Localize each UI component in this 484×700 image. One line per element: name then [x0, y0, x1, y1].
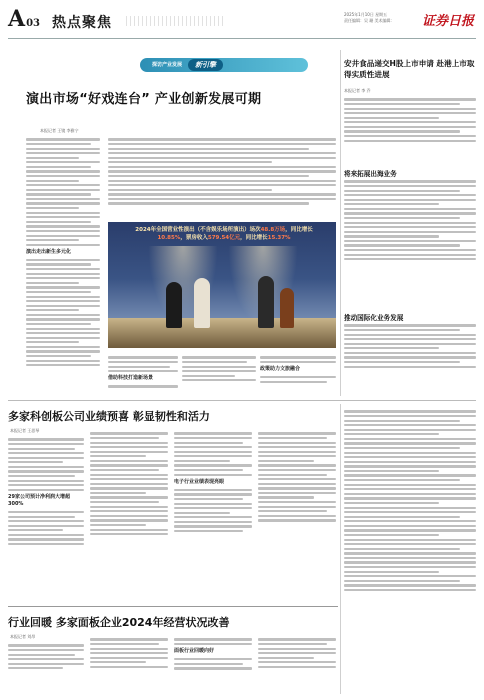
performer-figure — [194, 278, 210, 328]
column-divider — [340, 50, 341, 396]
stage-floor — [108, 318, 336, 348]
article-2-col-1 — [8, 436, 84, 602]
article-3-col-3 — [174, 636, 252, 694]
right-subhead-2: 推动国际化业务发展 — [344, 314, 404, 322]
lead-body-col-3 — [260, 354, 336, 396]
lead-subhead-2: 借助科技打造新场景 — [108, 375, 154, 382]
article-2-byline: 本报记者 王思琴 — [10, 428, 40, 433]
article-3-headline: 行业回暖 多家面板企业2024年经营状况改善 — [8, 616, 230, 629]
article-3-col-2 — [90, 636, 168, 694]
cello-instrument — [280, 288, 294, 328]
article-2-headline: 多家科创板公司业绩预喜 彰显韧性和活力 — [8, 410, 210, 423]
article-3-subhead-1: 面板行业回暖向好 — [174, 648, 215, 655]
section-title: 热点聚焦 — [52, 15, 112, 31]
performer-figure — [166, 282, 182, 328]
lead-headline: 演出市场“好戏连台” 产业创新发展可期 — [26, 92, 262, 107]
article-3-col-1 — [8, 642, 84, 694]
article-2-subhead-1: 电子行业业绩表现亮眼 — [174, 478, 225, 485]
right-subhead-1: 将来拓展出海业务 — [344, 170, 397, 178]
column-divider — [340, 404, 341, 694]
lead-body-col-1 — [108, 354, 178, 396]
badge-highlight: 新引擎 — [188, 59, 223, 71]
lead-upper-text — [108, 136, 336, 216]
page-suffix: 03 — [26, 18, 40, 29]
lead-subhead-3: 政策助力文旅融合 — [260, 366, 301, 373]
concert-stage-photo — [108, 222, 336, 348]
badge-label: 探访产业发展 — [152, 62, 183, 68]
performer-figure — [258, 276, 274, 328]
page-number — [8, 6, 40, 32]
article-2-col-4 — [258, 430, 336, 602]
brand-logo: 证券日报 — [421, 14, 474, 29]
right-lower-column — [344, 408, 476, 694]
photo-caption-banner: 2024年全国营业性演出（不含娱乐场所演出）场次48.8万场，同比增长10.85%，票房收入579.54亿元，同比增长15.37% — [135, 227, 313, 241]
lead-byline: 本报记者 王镜 李雅宁 — [40, 128, 79, 133]
header-divider — [8, 38, 476, 39]
section-divider — [8, 400, 476, 401]
header-date: 2025年1月10日 星期五 — [344, 12, 388, 17]
right-body-3 — [344, 322, 476, 398]
right-body-2 — [344, 178, 476, 308]
masthead — [8, 4, 476, 42]
page-letter: A — [8, 6, 26, 32]
lead-body-col-2 — [182, 354, 256, 396]
article-2-col-2 — [90, 430, 168, 602]
lead-subhead-1: 演出走出新生多元化 — [26, 248, 72, 255]
article-3-byline: 本报记者 刘昂 — [10, 634, 36, 639]
article-3-col-4 — [258, 636, 336, 694]
header-meta — [344, 12, 434, 24]
article-2-subhead-2: 29家公司预计净利润大增超300% — [8, 493, 70, 507]
decorative-stripes — [126, 16, 226, 26]
right-body-1 — [344, 96, 476, 166]
header-editors: 责任编辑：吴 珊 美术编辑： — [344, 18, 395, 23]
column-badge — [140, 58, 308, 72]
right-headline: 安井食品递交H股上市申请 赴港上市取得实质性进展 — [344, 59, 475, 79]
section-divider — [8, 606, 338, 607]
article-2-col-3 — [174, 430, 252, 602]
right-byline: 本报记者 李 乔 — [344, 88, 371, 93]
